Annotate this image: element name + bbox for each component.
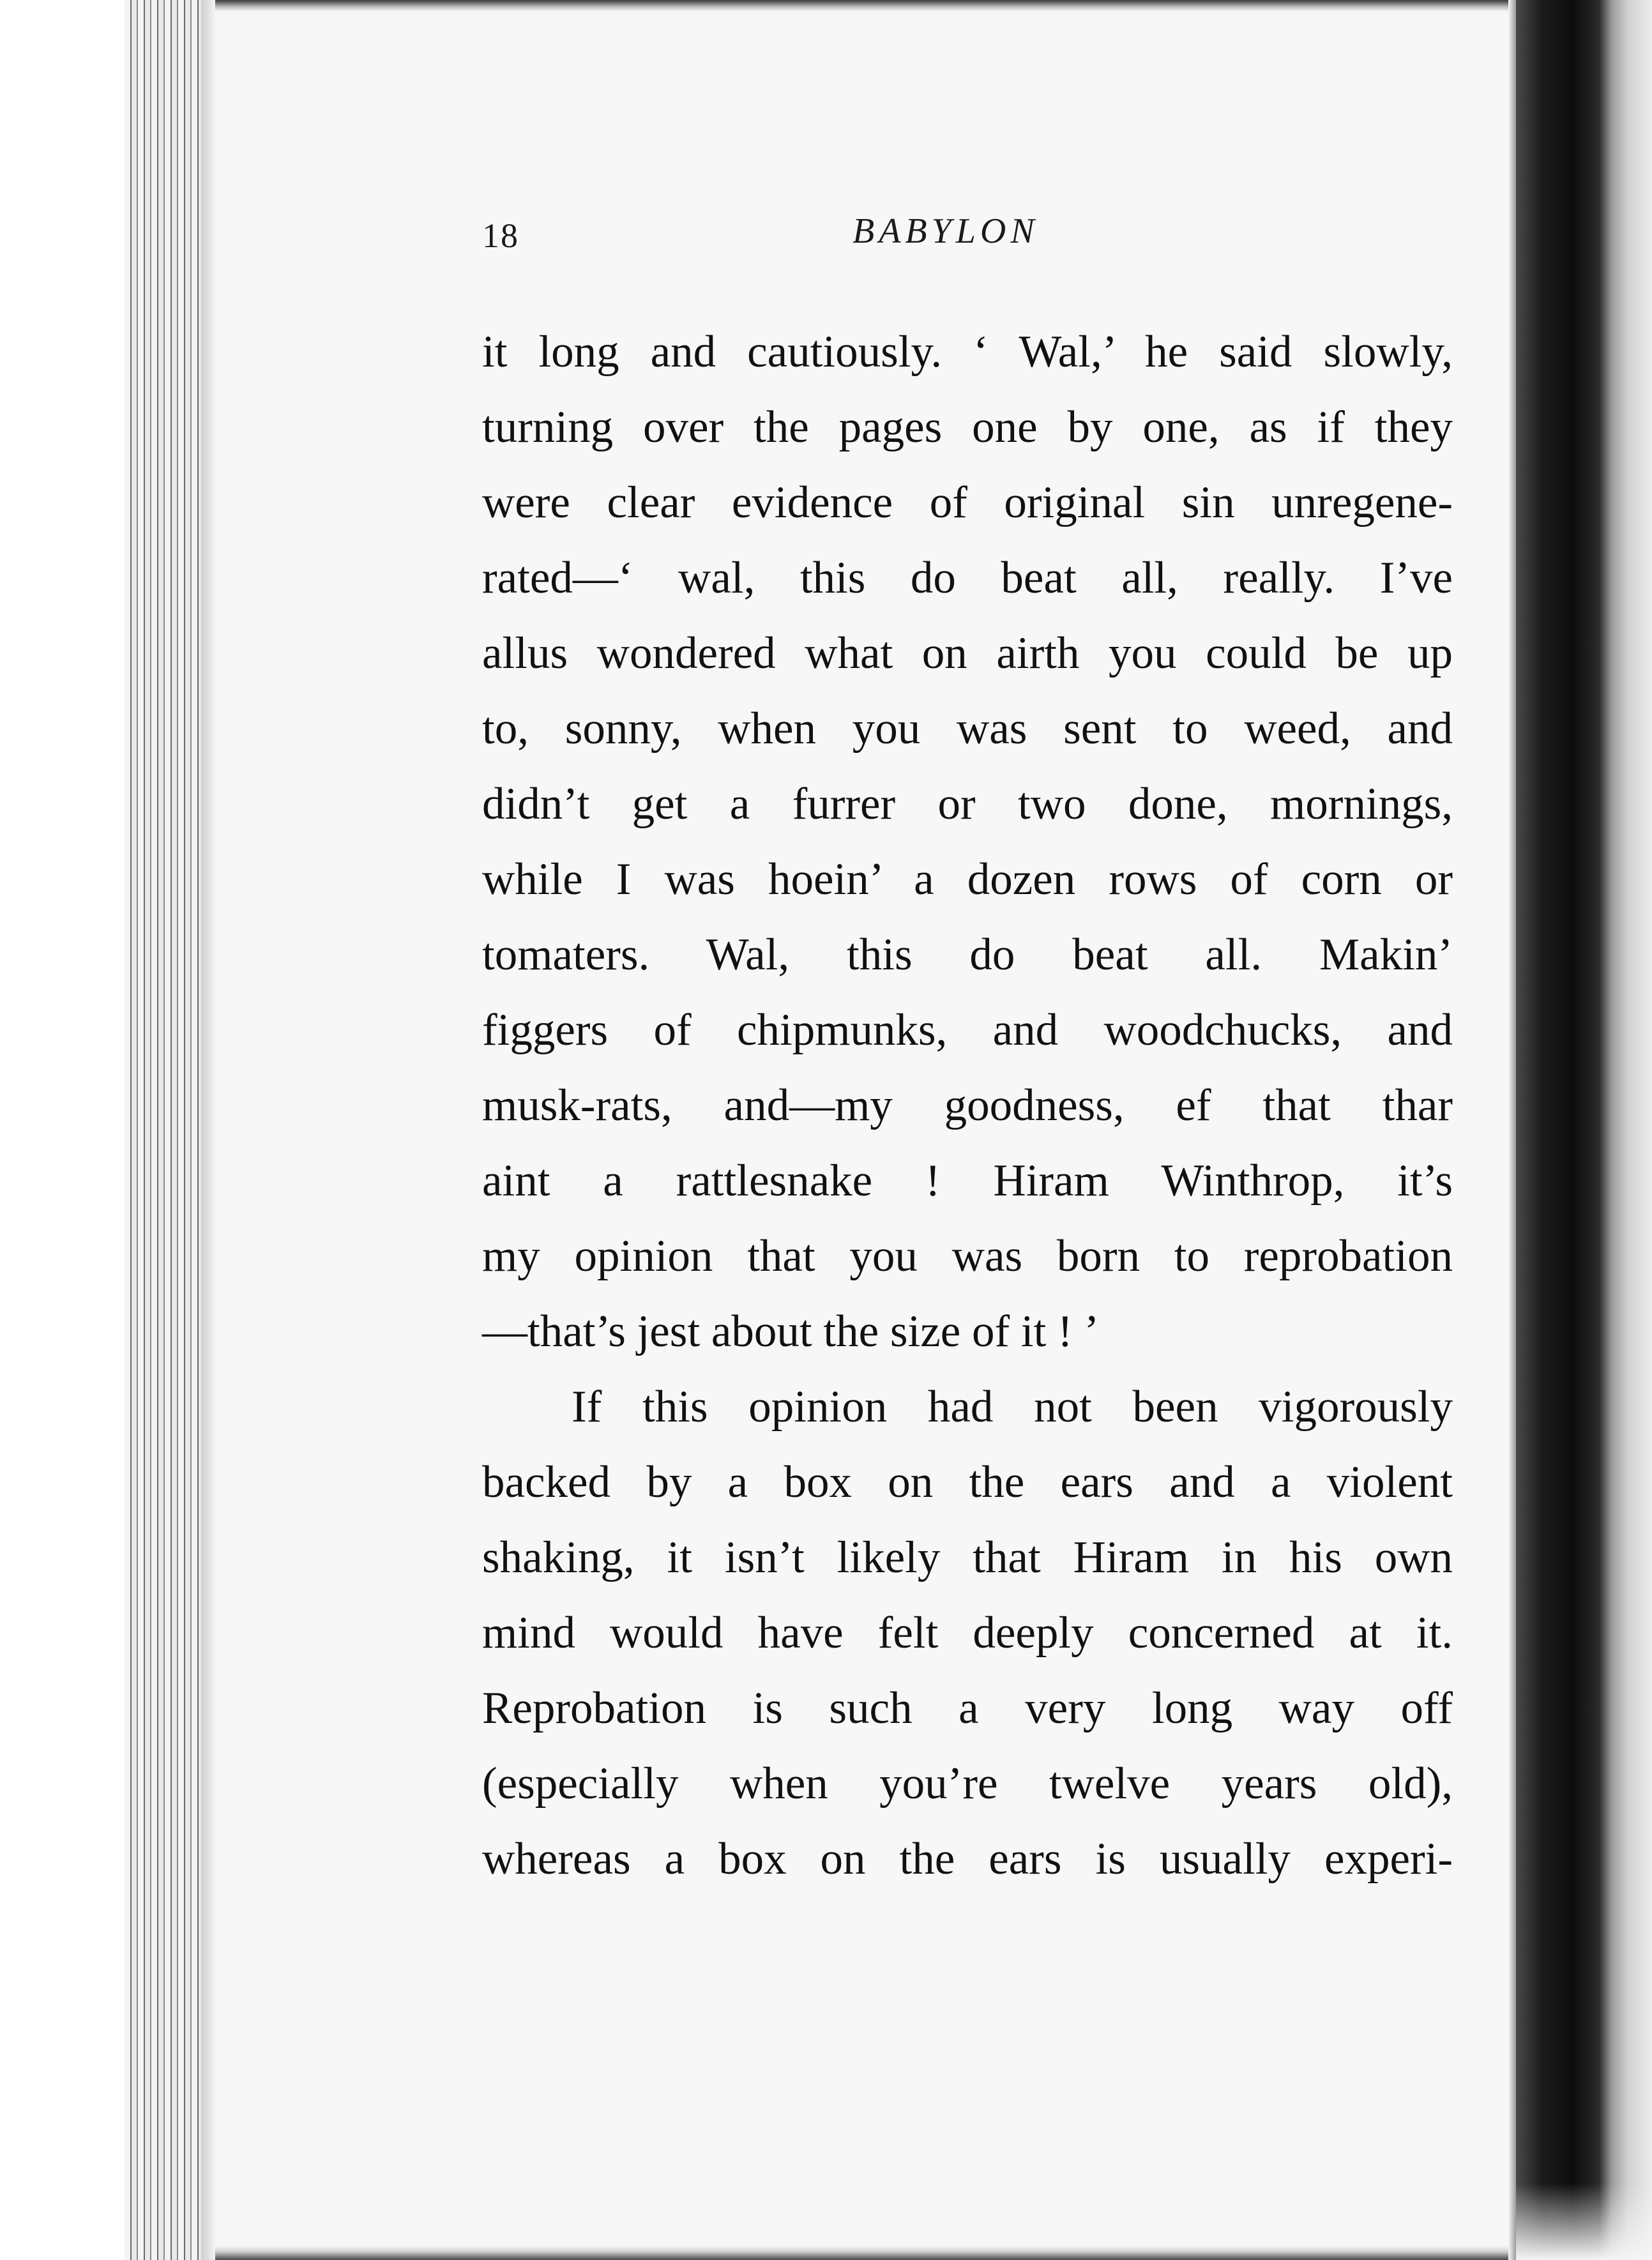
body-text (482, 314, 1453, 1897)
text-line: my opinion that you was born to reprobation (482, 1231, 1453, 1281)
binding-fade (1516, 2183, 1652, 2260)
text-line: musk-rats, and—my goodness, ef that thar (482, 1081, 1453, 1130)
book-binding-gutter (1516, 0, 1652, 2260)
text-line: shaking, it isn’t likely that Hiram in his own (482, 1533, 1453, 1582)
text-line: aint a rattlesnake ! Hiram Winthrop, it’s (482, 1156, 1453, 1206)
text-line: were clear evidence of original sin unregene- (482, 478, 1453, 527)
text-line: (especially when you’re twelve years old), (482, 1759, 1453, 1809)
page-bottom-edge (215, 2246, 1508, 2260)
text-line: figgers of chipmunks, and woodchucks, and (482, 1005, 1453, 1055)
text-line: Reprobation is such a very long way off (482, 1683, 1453, 1733)
text-line: to, sonny, when you was sent to weed, and (482, 704, 1453, 754)
paragraph (482, 314, 1453, 1369)
text-line: turning over the pages one by one, as if they (482, 402, 1453, 452)
text-line: mind would have felt deeply concerned at it. (482, 1608, 1453, 1658)
text-line: allus wondered what on airth you could be up (482, 628, 1453, 678)
text-line: tomaters. Wal, this do beat all. Makin’ (482, 930, 1453, 980)
scan-margin (0, 0, 125, 2260)
paragraph (482, 1369, 1453, 1897)
stacked-page-edges (125, 0, 214, 2260)
page-right-edge (1508, 0, 1516, 2260)
text-line: If this opinion had not been vigorously (572, 1382, 1453, 1432)
text-line: while I was hoein’ a dozen rows of corn or (482, 854, 1453, 904)
text-line: it long and cautiously. ‘ Wal,’ he said slowly, (482, 327, 1453, 377)
running-head (482, 211, 1057, 267)
text-line: didn’t get a furrer or two done, mornings, (482, 779, 1453, 829)
text-line: —that’s jest about the size of it ! ’ (482, 1307, 1100, 1356)
text-line: backed by a box on the ears and a violent (482, 1457, 1453, 1507)
page-number: 18 (482, 216, 519, 255)
text-line: whereas a box on the ears is usually experi- (482, 1834, 1453, 1884)
page-top-edge (215, 0, 1508, 11)
page-edge-shadow (201, 0, 215, 2260)
text-line: rated—‘ wal, this do beat all, really. I’ve (482, 553, 1453, 603)
running-title: BABYLON (853, 211, 1039, 251)
